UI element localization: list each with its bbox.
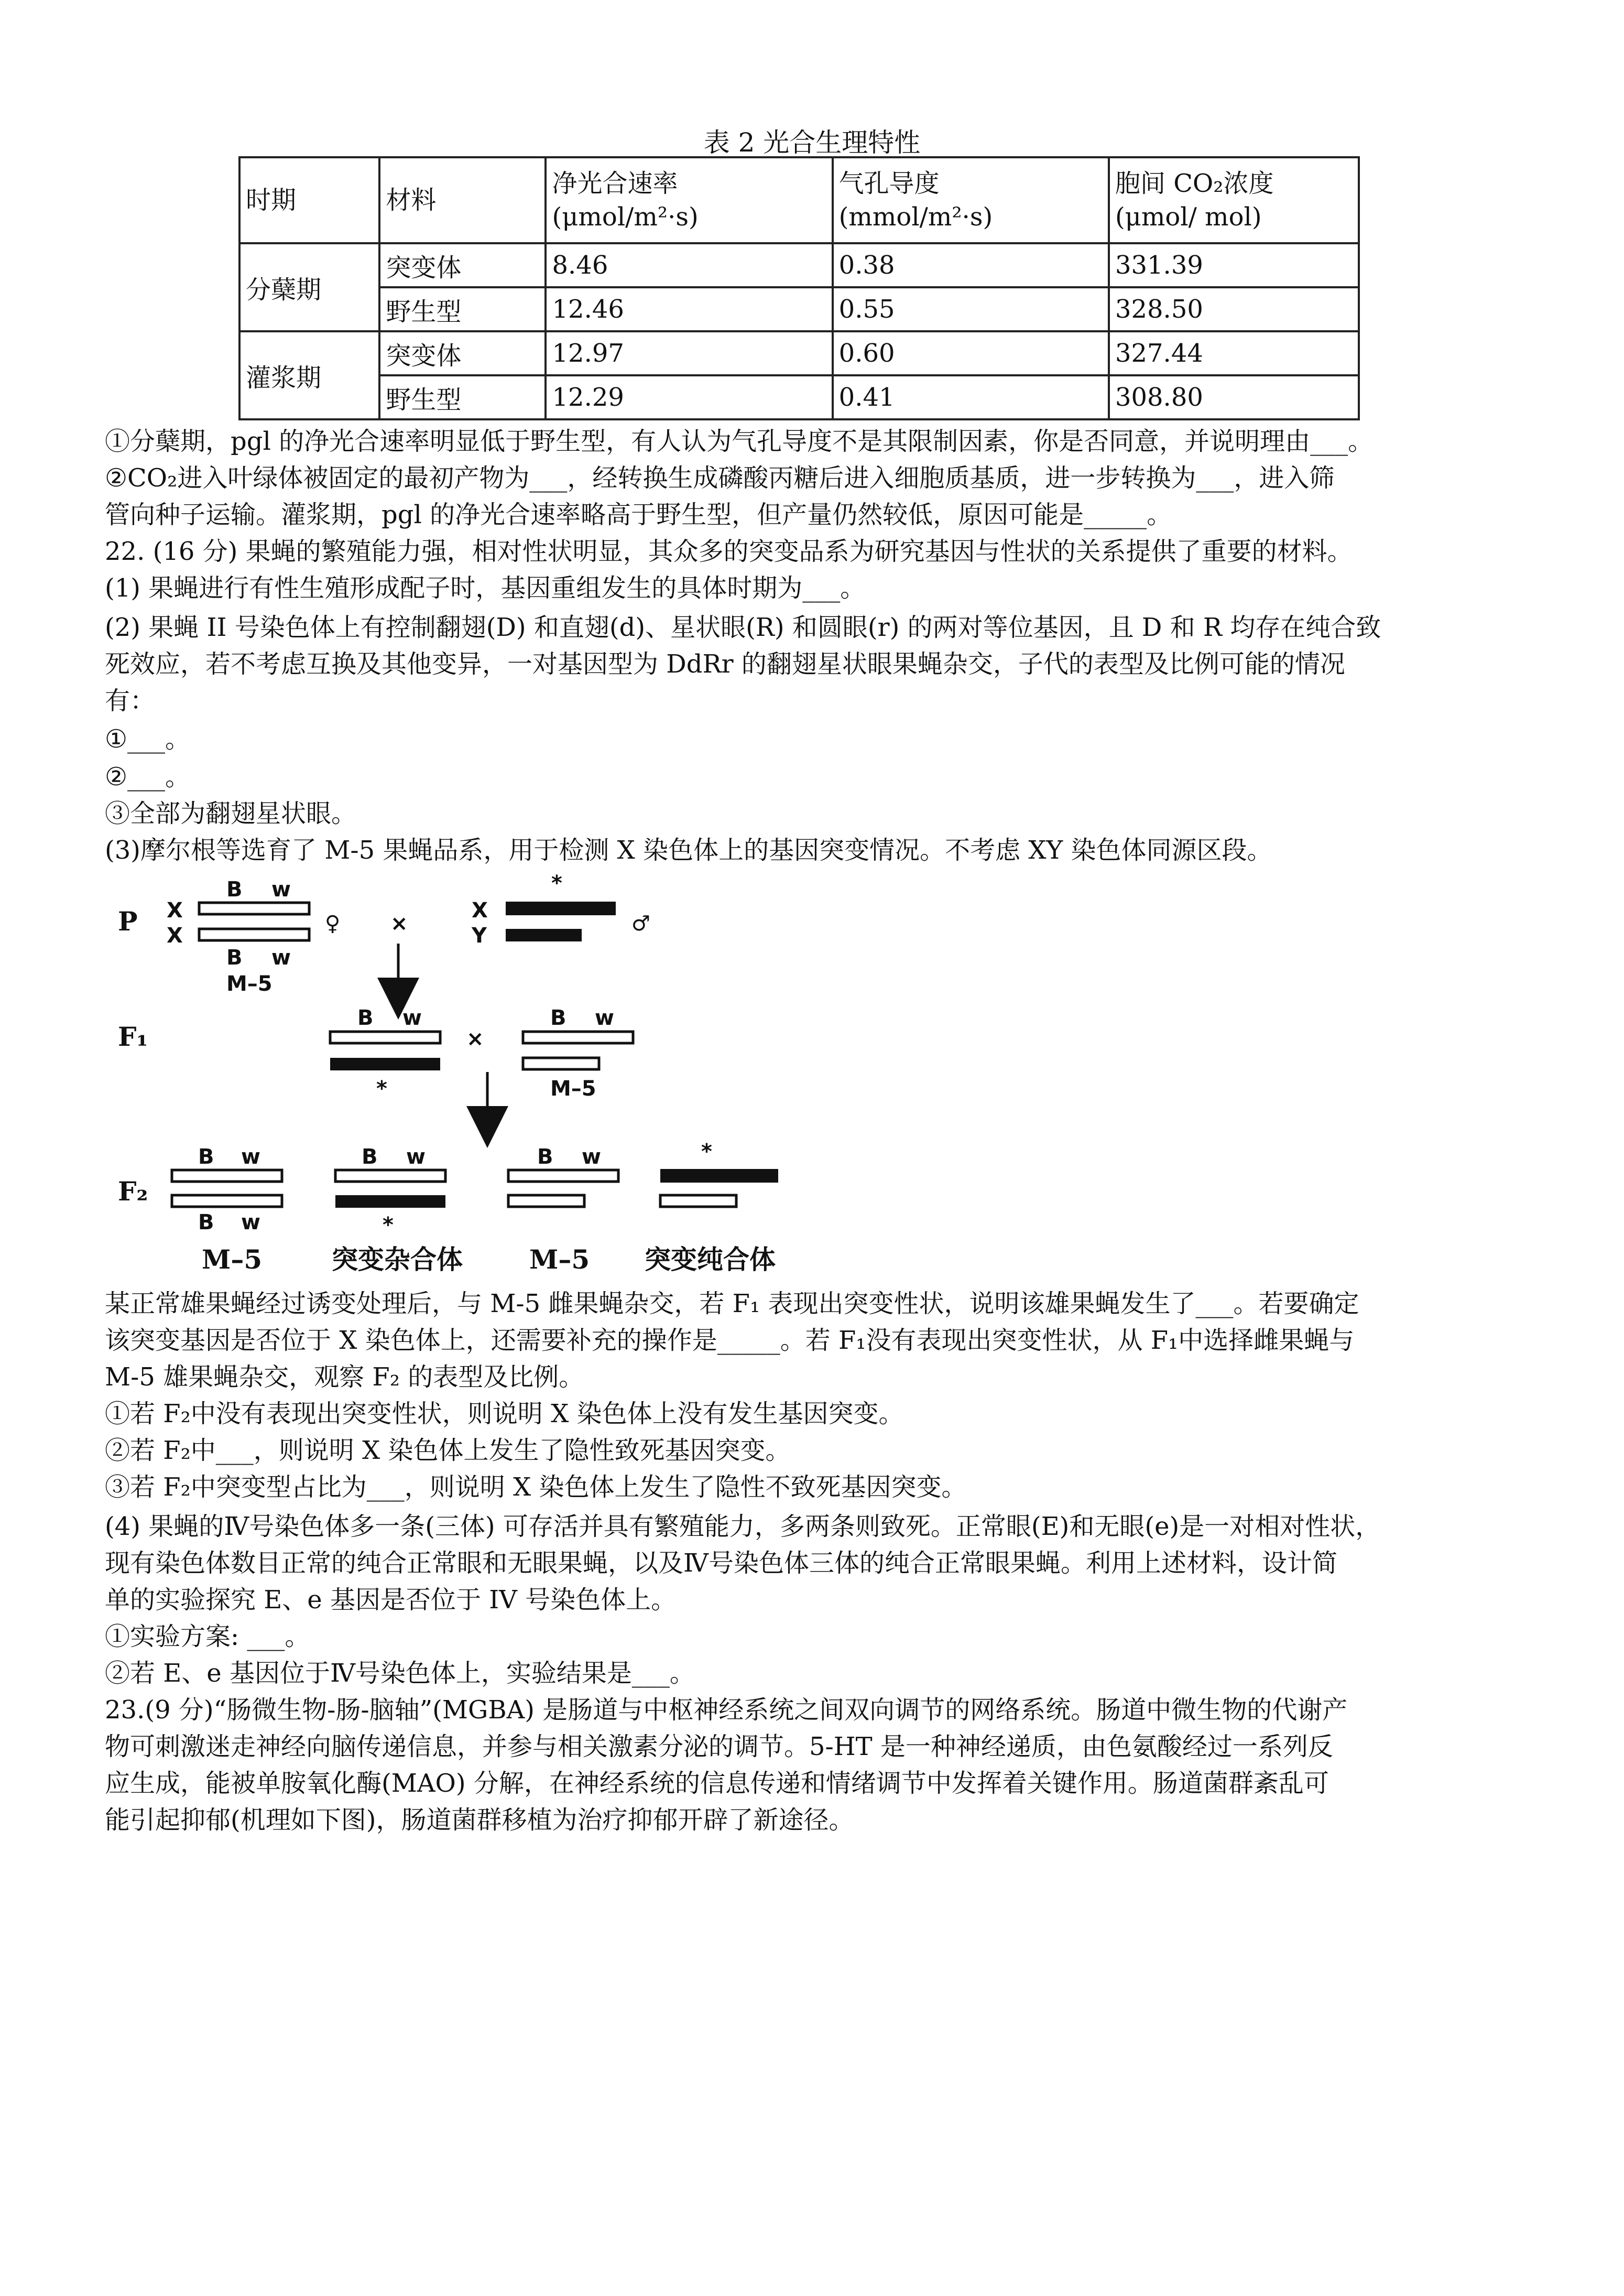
y-chromosome — [506, 929, 582, 941]
rate-cell: 8.46 — [546, 243, 832, 287]
f1-generation-label: F₁ — [118, 1021, 148, 1052]
gene-b-label: B — [537, 1145, 553, 1169]
question-text-line: 某正常雄果蝇经过诱变处理后，与 M-5 雌果蝇杂交，若 F₁ 表现出突变性状，说明该雄果蝇发生了___。若要确定 — [105, 1289, 1359, 1318]
question-text-line: 物可刺激迷走神经向脑传递信息，并参与相关激素分泌的调节。5-HT 是一种神经递质，由色氨酸经过一系列反 — [105, 1732, 1333, 1761]
co2-cell: 327.44 — [1109, 331, 1359, 375]
x-chromosome-label: X — [167, 924, 183, 948]
m5-x-chromosome — [523, 1032, 633, 1043]
gene-b-label: B — [226, 946, 243, 970]
question-text-line: ②若 F₂中___，则说明 X 染色体上发生了隐性致死基因突变。 — [105, 1436, 791, 1465]
gene-w-label: w — [241, 1145, 260, 1169]
mutant-x-chromosome — [335, 1195, 445, 1208]
question-text-line: 能引起抑郁(机理如下图)，肠道菌群移植为治疗抑郁开辟了新途径。 — [105, 1805, 854, 1835]
gene-b-label: B — [226, 878, 243, 902]
m5-x-chromosome — [330, 1032, 440, 1043]
gene-w-label: w — [406, 1145, 426, 1169]
header-period: 时期 — [239, 157, 379, 243]
gene-b-label: B — [198, 1210, 214, 1234]
question-text-line: ①___。 — [105, 724, 191, 754]
mutation-star: * — [383, 1213, 394, 1237]
m5-label: M–5 — [226, 972, 273, 996]
co2-cell: 328.50 — [1109, 287, 1359, 331]
question-text-line: 该突变基因是否位于 X 染色体上，还需要补充的操作是_____。若 F₁没有表现出突变性状，从 F₁中选择雌果蝇与 — [105, 1326, 1355, 1355]
table-header-row — [239, 157, 1359, 243]
rate-cell: 12.46 — [546, 287, 832, 331]
table-caption: 表 2 光合生理特性 — [703, 127, 921, 158]
mutant-x-chromosome — [660, 1169, 778, 1183]
question-text-line: 应生成，能被单胺氧化酶(MAO) 分解，在神经系统的信息传递和情绪调节中发挥着关键作用。肠道菌群紊乱可 — [105, 1769, 1329, 1798]
question-text-line: ①实验方案: ___。 — [105, 1622, 310, 1651]
x-chromosome-label: X — [167, 898, 183, 923]
y-chromosome — [523, 1058, 599, 1069]
material-cell: 野生型 — [379, 375, 546, 419]
gene-b-label: B — [198, 1145, 214, 1169]
male-symbol: ♂ — [631, 912, 650, 936]
header-material: 材料 — [379, 157, 546, 243]
question-text-line: 23.(9 分)“肠微生物-肠-脑轴”(MGBA) 是肠道与中枢神经系统之间双向调节的网络系统。肠道中微生物的代谢产 — [105, 1695, 1348, 1725]
question-text-line: 现有染色体数目正常的纯合正常眼和无眼果蝇，以及Ⅳ号染色体三体的纯合正常眼果蝇。利用上述材料，设计简 — [105, 1548, 1337, 1578]
m5-x-chromosome — [508, 1170, 618, 1182]
header-conductance: 气孔导度 (mmol/m²·s) — [833, 157, 1109, 243]
table-row — [239, 375, 1359, 419]
gene-w-label: w — [271, 878, 291, 902]
question-text-line: (1) 果蝇进行有性生殖形成配子时，基因重组发生的具体时期为___。 — [105, 573, 866, 603]
gene-w-label: w — [402, 1006, 422, 1030]
question-text-line: 有： — [105, 686, 156, 716]
conductance-cell: 0.38 — [833, 243, 1109, 287]
question-text-line: (3)摩尔根等选育了 M-5 果蝇品系，用于检测 X 染色体上的基因突变情况。不考虑 XY 染色体同源区段。 — [105, 836, 1272, 865]
question-text-line: 单的实验探究 E、e 基因是否位于 IV 号染色体上。 — [105, 1585, 677, 1615]
table-row — [239, 287, 1359, 331]
female-symbol: ♀ — [325, 912, 341, 936]
table-row — [239, 331, 1359, 375]
question-text-line: 22. (16 分) 果蝇的繁殖能力强，相对性状明显，其众多的突变品系为研究基因与性状的关系提供了重要的材料。 — [105, 537, 1353, 566]
cross-symbol: × — [466, 1027, 484, 1051]
gene-w-label: w — [241, 1210, 260, 1234]
question-text-line: ①若 F₂中没有表现出突变性状，则说明 X 染色体上没有发生基因突变。 — [105, 1399, 904, 1428]
m5-x-chromosome — [335, 1170, 445, 1182]
conductance-cell: 0.55 — [833, 287, 1109, 331]
m5-x-chromosome — [172, 1195, 282, 1207]
question-text-line: ②若 E、e 基因位于Ⅳ号染色体上，实验结果是___。 — [105, 1659, 695, 1688]
conductance-cell: 0.41 — [833, 375, 1109, 419]
material-cell: 突变体 — [379, 331, 546, 375]
question-text-line: (4) 果蝇的Ⅳ号染色体多一条(三体) 可存活并具有繁殖能力，多两条则致死。正常眼(E)和无眼(e)是一对相对性状， — [105, 1512, 1381, 1541]
p-generation-label: P — [118, 906, 138, 937]
cross-symbol: × — [390, 912, 408, 936]
y-chromosome — [660, 1195, 736, 1207]
period-cell: 分蘖期 — [239, 243, 379, 331]
m5-cross-diagram — [105, 865, 838, 1284]
m5-label: M–5 — [550, 1077, 596, 1101]
question-text-line: ①分蘖期，pgl 的净光合速率明显低于野生型，有人认为气孔导度不是其限制因素，你是否同意，并说明理由___。 — [105, 427, 1374, 456]
co2-cell: 308.80 — [1109, 375, 1359, 419]
question-text-line: 死效应，若不考虑互换及其他变异，一对基因型为 DdRr 的翻翅星状眼果蝇杂交，子代的表型及比例可能的情况 — [105, 649, 1345, 679]
m5-x-chromosome — [199, 929, 309, 940]
mutation-star: * — [551, 871, 562, 895]
question-text-line: ②___。 — [105, 762, 191, 792]
m5-x-chromosome — [199, 903, 309, 914]
gene-b-label: B — [357, 1006, 374, 1030]
question-text-line: ②CO₂进入叶绿体被固定的最初产物为___，经转换生成磷酸丙糖后进入细胞质基质，进一步转换为___，进入筛 — [105, 463, 1335, 493]
photosynthesis-table — [238, 156, 1360, 420]
rate-cell: 12.97 — [546, 331, 832, 375]
y-chromosome — [508, 1195, 584, 1207]
gene-b-label: B — [550, 1006, 566, 1030]
question-text-line: ③全部为翻翅星状眼。 — [105, 799, 357, 828]
material-cell: 野生型 — [379, 287, 546, 331]
x-chromosome-label: X — [472, 898, 488, 923]
mutant-x-chromosome — [506, 902, 616, 915]
mutation-star: * — [701, 1140, 712, 1164]
question-text-line: M-5 雄果蝇杂交，观察 F₂ 的表型及比例。 — [105, 1362, 584, 1392]
mutation-star: * — [376, 1077, 387, 1101]
y-chromosome-label: Y — [472, 924, 487, 948]
header-co2: 胞间 CO₂浓度 (μmol/ mol) — [1109, 157, 1359, 243]
conductance-cell: 0.60 — [833, 331, 1109, 375]
co2-cell: 331.39 — [1109, 243, 1359, 287]
mutant-heterozygote-label: 突变杂合体 — [332, 1244, 463, 1275]
question-text-line: 管向种子运输。灌浆期，pgl 的净光合速率略高于野生型，但产量仍然较低，原因可能是_____。 — [105, 500, 1172, 529]
rate-cell: 12.29 — [546, 375, 832, 419]
gene-w-label: w — [582, 1145, 601, 1169]
table-row — [239, 243, 1359, 287]
m5-x-chromosome — [172, 1170, 282, 1182]
material-cell: 突变体 — [379, 243, 546, 287]
m5-label: M–5 — [202, 1244, 263, 1275]
question-text-line: ③若 F₂中突变型占比为___，则说明 X 染色体上发生了隐性不致死基因突变。 — [105, 1472, 967, 1502]
gene-w-label: w — [271, 946, 291, 970]
m5-label: M–5 — [529, 1244, 590, 1275]
mutant-x-chromosome — [330, 1058, 440, 1070]
header-rate: 净光合速率 (μmol/m²·s) — [546, 157, 832, 243]
period-cell: 灌浆期 — [239, 331, 379, 419]
mutant-homozygote-label: 突变纯合体 — [645, 1244, 776, 1275]
question-text-line: (2) 果蝇 II 号染色体上有控制翻翅(D) 和直翅(d)、星状眼(R) 和圆眼(r) 的两对等位基因，且 D 和 R 均存在纯合致 — [105, 613, 1381, 642]
f2-generation-label: F₂ — [118, 1176, 148, 1207]
gene-b-label: B — [362, 1145, 378, 1169]
gene-w-label: w — [595, 1006, 614, 1030]
